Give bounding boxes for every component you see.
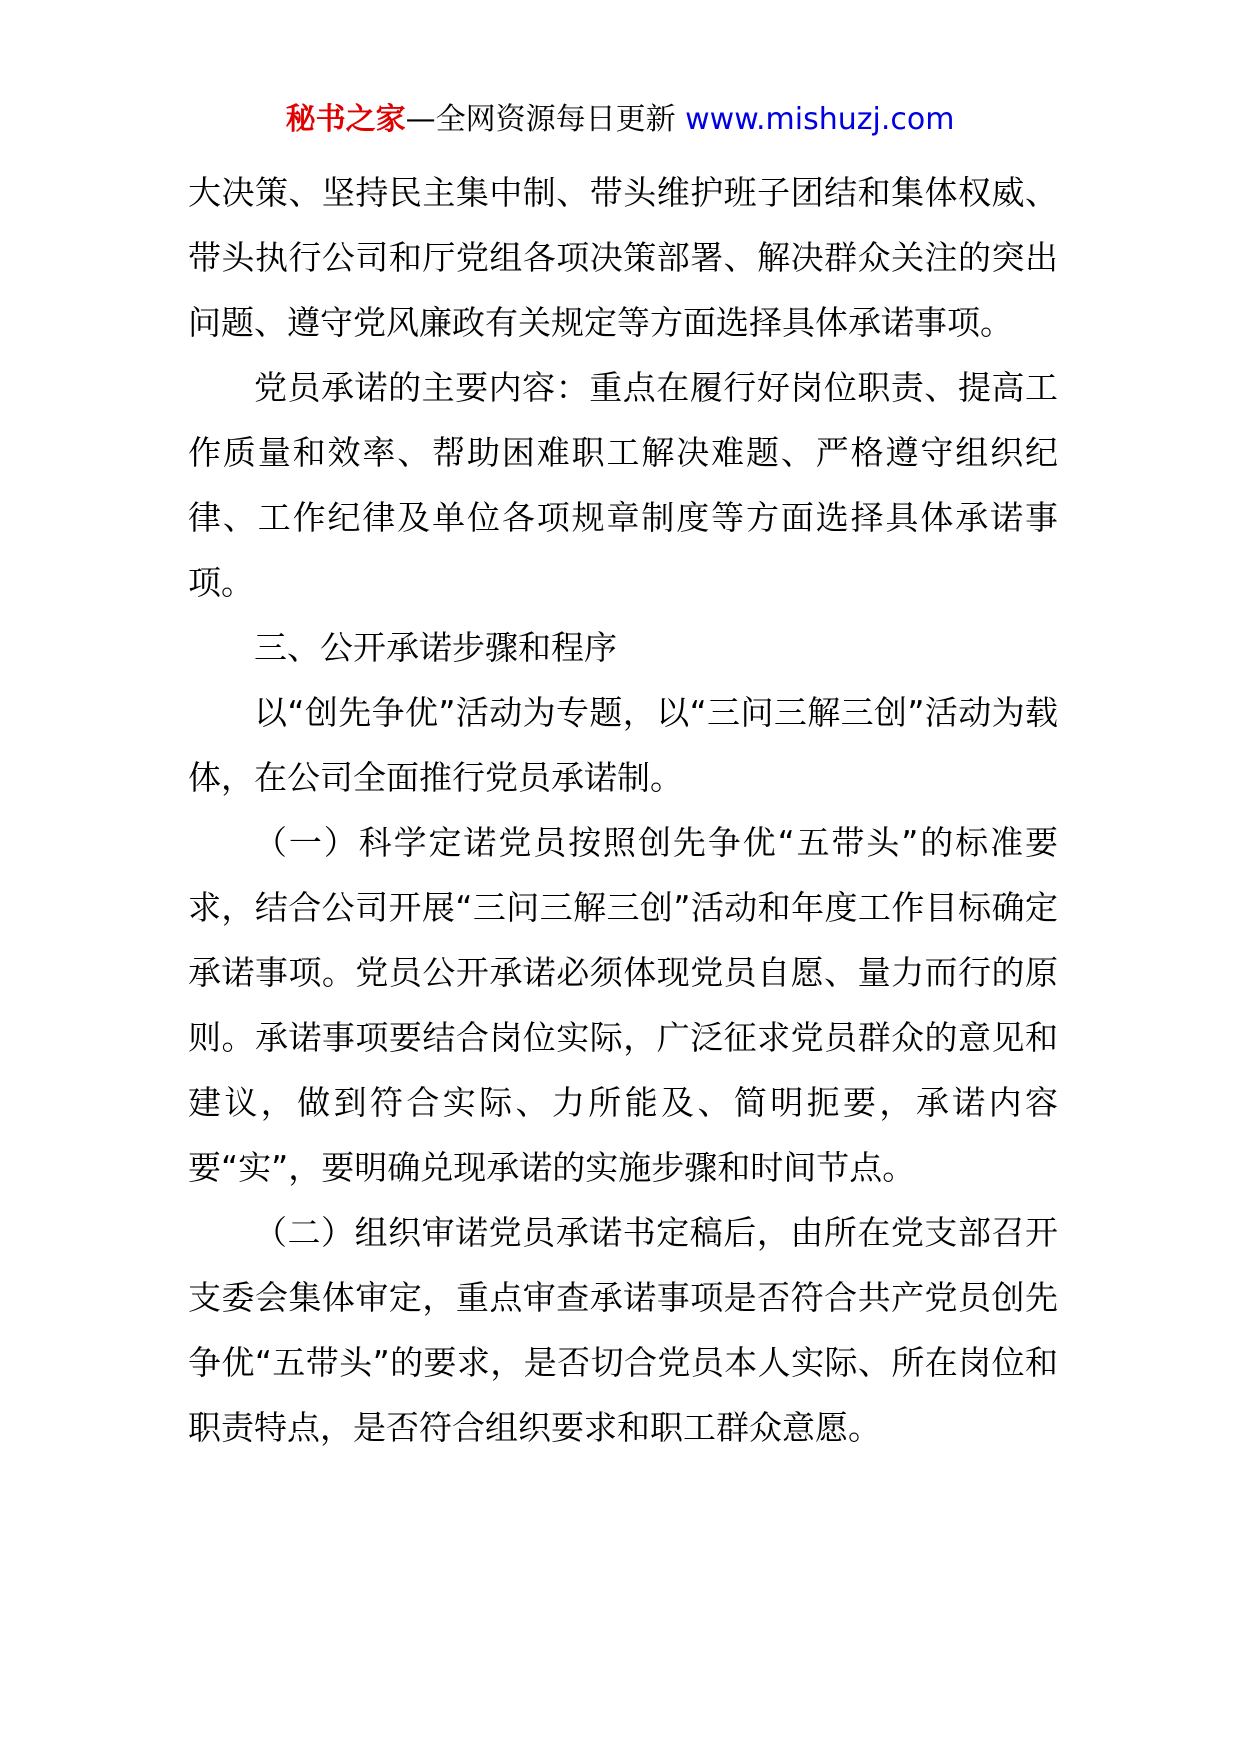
section-heading-steps: 三、公开承诺步骤和程序 <box>254 628 617 667</box>
paragraph-theme: 以“创先争优”活动为专题，以“三问三解三创”活动为载体，在公司全面推行党员承诺制。 <box>188 693 1058 797</box>
document-body <box>188 160 1058 1460</box>
site-url-link[interactable]: www.mishuzj.com <box>685 102 955 137</box>
paragraph-step-two: （二）组织审诺党员承诺书定稿后，由所在党支部召开支委会集体审定，重点审查承诺事项是否符合共产党员创先争优“五带头”的要求，是否切合党员本人实际、所在岗位和职责特点，是否符合组织要求和职工群众意愿。 <box>188 1213 1058 1447</box>
paragraph-step-one: （一）科学定诺党员按照创先争优“五带头”的标准要求，结合公司开展“三问三解三创”活动和年度工作目标确定承诺事项。党员公开承诺必须体现党员自愿、量力而行的原则。承诺事项要结合岗位实际，广泛征求党员群众的意见和建议，做到符合实际、力所能及、简明扼要，承诺内容要“实”，要明确兑现承诺的实施步骤和时间节点。 <box>188 823 1058 1187</box>
paragraph-continued: 大决策、坚持民主集中制、带头维护班子团结和集体权威、带头执行公司和厅党组各项决策部署、解决群众关注的突出问题、遵守党风廉政有关规定等方面选择具体承诺事项。 <box>188 173 1058 342</box>
page-header-banner <box>0 100 1240 140</box>
paragraph-member-commitment: 党员承诺的主要内容：重点在履行好岗位职责、提高工作质量和效率、帮助困难职工解决难题、严格遵守组织纪律、工作纪律及单位各项规章制度等方面选择具体承诺事项。 <box>188 368 1058 602</box>
header-tagline: —全网资源每日更新 <box>405 102 676 137</box>
brand-name: 秘书之家 <box>285 102 406 137</box>
